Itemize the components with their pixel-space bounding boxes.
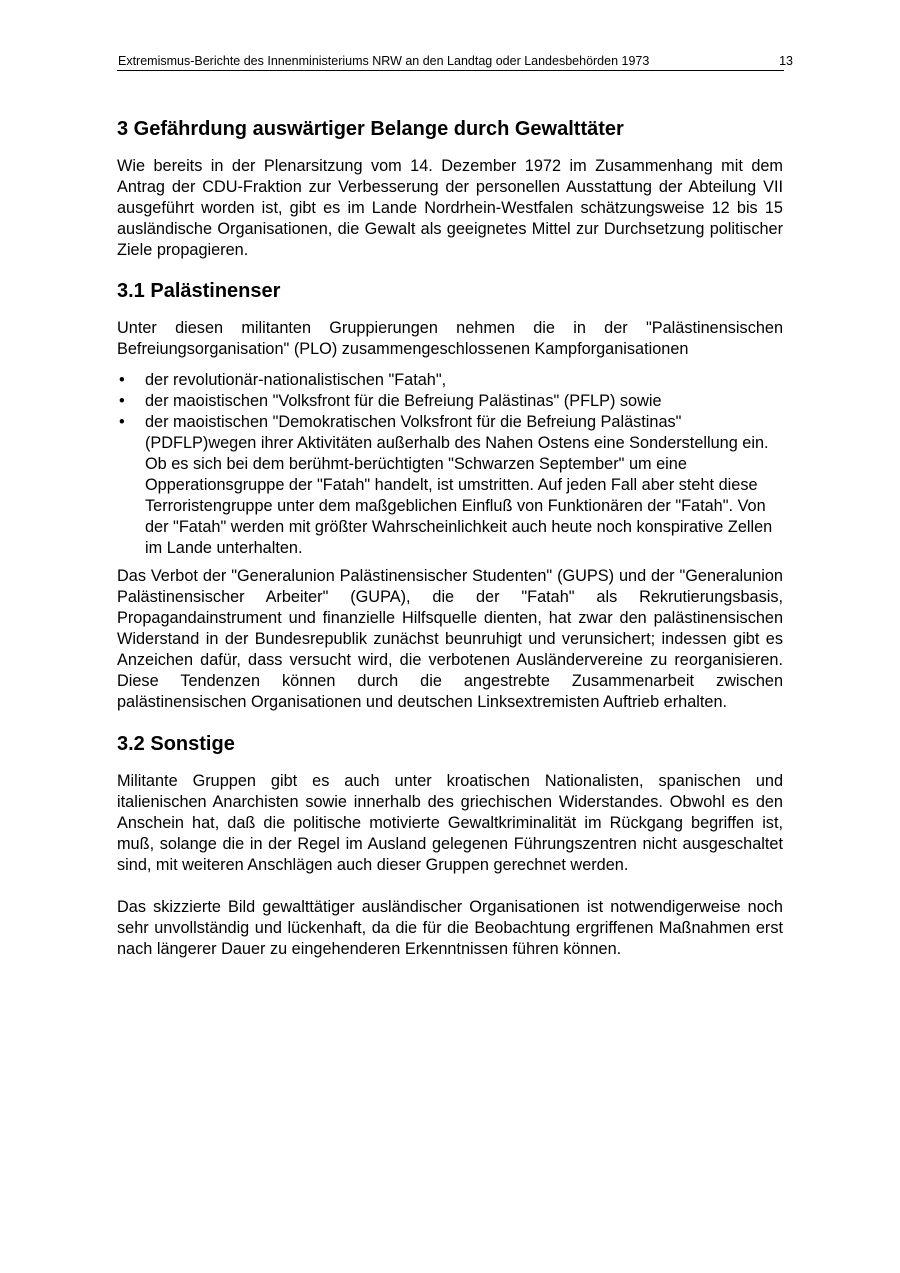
document-body <box>117 113 783 960</box>
section-3-2-paragraph-2: Das skizzierte Bild gewalttätiger ausländischer Organisationen ist notwendigerweise noch sehr unvollständig und lückenhaft, da die für die Beobachtung ergriffenen Maßnahmen erst nach längerer Dauer zu eingehenderen Erkenntnissen führen können. <box>117 898 783 958</box>
section-3-1-intro: Unter diesen militanten Gruppierungen nehmen die in der "Palästinensischen Befreiungsorganisation" (PLO) zusammengeschlossenen Kampforganisationen <box>117 319 783 358</box>
list-item: • der maoistischen "Demokratischen Volksfront für die Befreiung Palästinas" (PDFLP)wegen ihrer Aktivitäten außerhalb des Nahen Ostens eine Sonderstellung ein. Ob es sich bei dem berühmt-berüchtigten "Schwarzen September" um eine Opperationsgruppe der "Fatah" handelt, ist umstritten. Auf jeden Fall aber steht diese Terroristengruppe unter dem maßgeblichen Einfluß von Funktionären der "Fatah". Von der "Fatah" werden mit größter Wahrscheinlichkeit auch heute noch konspirative Zellen im Lande unterhalten. <box>117 412 783 559</box>
page-header <box>117 53 793 71</box>
list-item: • der maoistischen "Volksfront für die Befreiung Palästinas" (PFLP) sowie <box>117 391 783 412</box>
section-3-2-heading: 3.2 Sonstige <box>117 733 235 755</box>
section-3-1-heading: 3.1 Palästinenser <box>117 280 281 302</box>
section-3-paragraph: Wie bereits in der Plenarsitzung vom 14. Dezember 1972 im Zusammenhang mit dem Antrag der CDU-Fraktion zur Verbesserung der personellen Ausstattung der Abteilung VII ausgeführt worden ist, gibt es im Lande Nordrhein-Westfalen schätzungsweise 12 bis 15 ausländische Organisationen, die Gewalt als geeignetes Mittel zur Durchsetzung politischer Ziele propagieren. <box>117 157 783 259</box>
header-title: Extremismus-Berichte des Innenministeriums NRW an den Landtag oder Landesbehörden 1973 <box>118 54 650 68</box>
organisation-list <box>117 370 783 559</box>
section-3-2-paragraph-1: Militante Gruppen gibt es auch unter kroatischen Nationalisten, spanischen und italienischen Anarchisten sowie innerhalb des griechischen Widerstandes. Obwohl es den Anschein hat, daß die politische motivierte Gewaltkriminalität im Rückgang begriffen ist, muß, solange die in der Regel im Ausland gelegenen Führungszentren nicht ausgeschaltet sind, mit weiteren Anschlägen auch dieser Gruppen gerechnet werden. <box>117 772 783 874</box>
page-number: 13 <box>779 54 793 68</box>
list-item: • der revolutionär-nationalistischen "Fatah", <box>117 370 783 391</box>
section-3-heading: 3 Gefährdung auswärtiger Belange durch Gewalttäter <box>117 118 624 140</box>
section-3-1-paragraph: Das Verbot der "Generalunion Palästinensischer Studenten" (GUPS) und der "Generalunion Palästinensischer Arbeiter" (GUPA), die der "Fatah" als Rekrutierungsbasis, Propagandainstrument und finanzielle Hilfsquelle dienten, hat zwar den palästinensischen Widerstand in der Bundesrepublik zunächst beunruhigt und verunsichert; indessen gibt es Anzeichen dafür, dass versucht wird, die verbotenen Ausländervereine zu reorganisieren. Diese Tendenzen können durch die angestrebte Zusammenarbeit zwischen palästinensischen Organisationen und deutschen Linksextremisten Auftrieb erhalten. <box>117 567 783 711</box>
